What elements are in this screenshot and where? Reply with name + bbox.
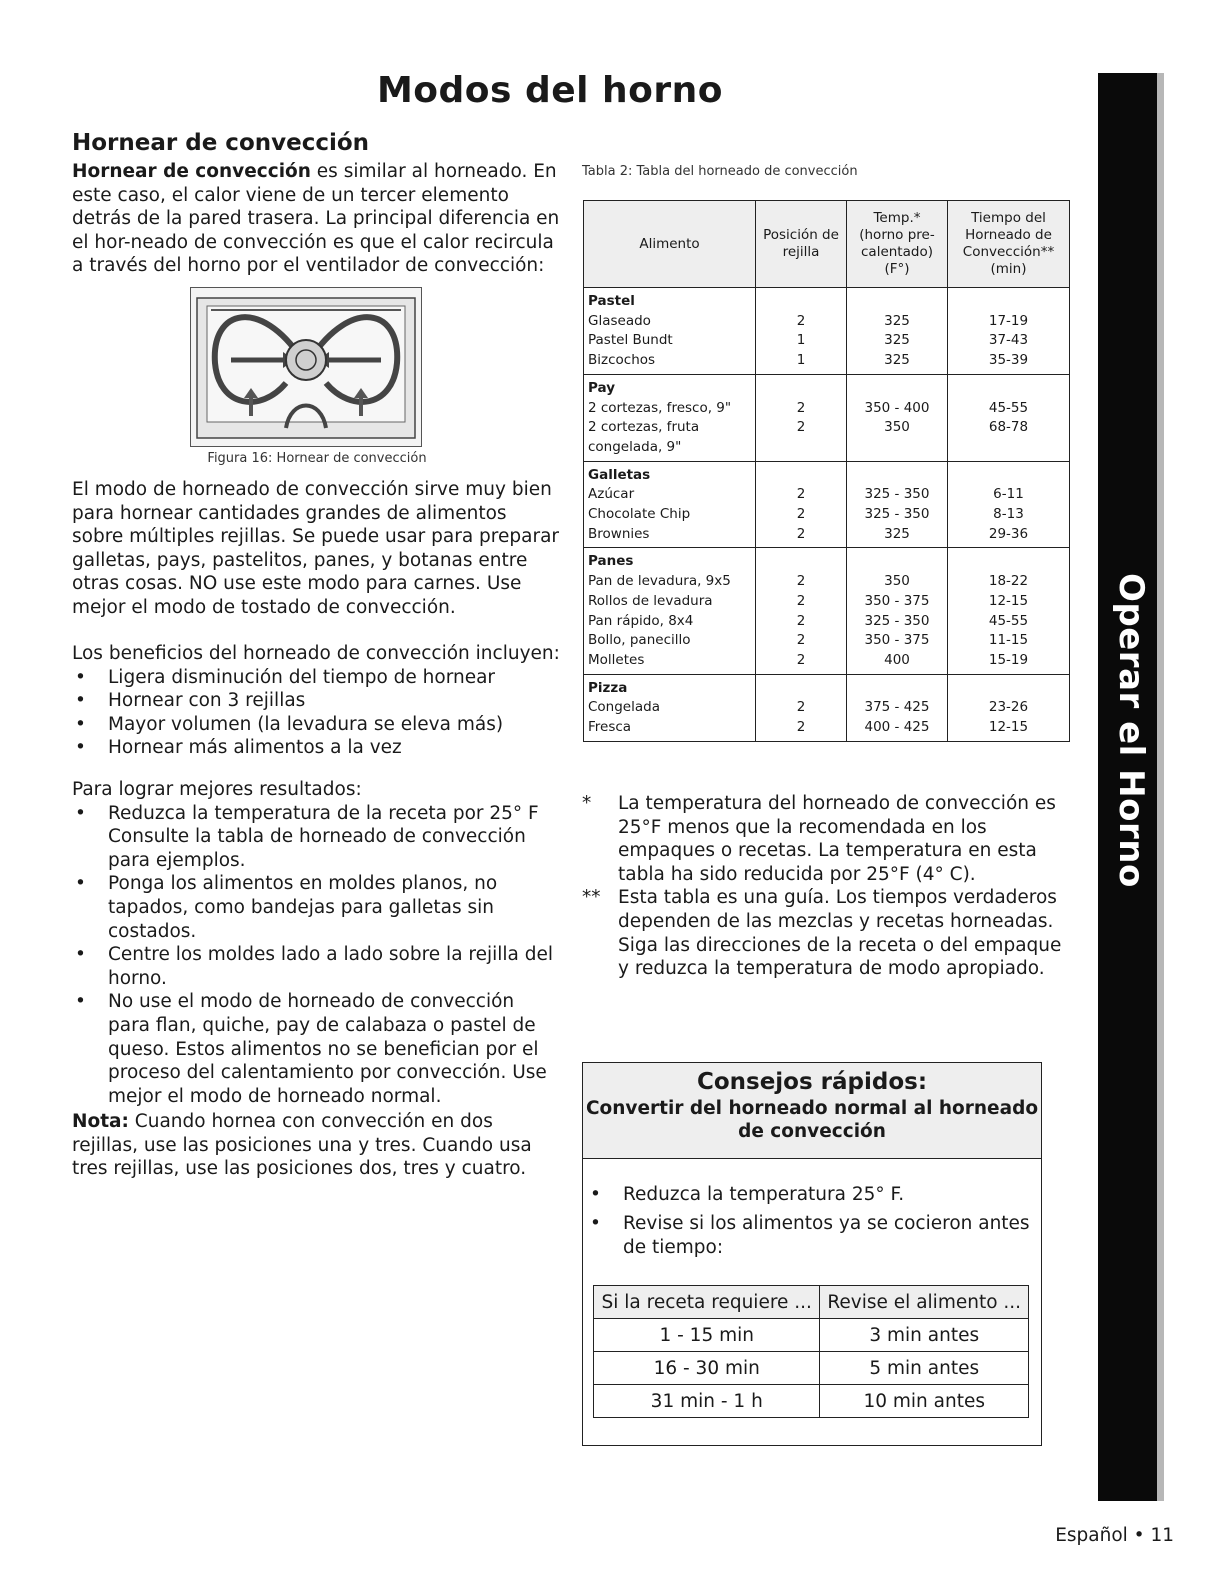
value: 68-78 bbox=[988, 419, 1029, 436]
food-name: Azúcar bbox=[588, 486, 635, 503]
value: 2 bbox=[796, 573, 806, 590]
table-header-row bbox=[584, 201, 1070, 288]
convection-figure bbox=[190, 287, 422, 447]
food-name: Chocolate Chip bbox=[588, 506, 691, 523]
table-header-row bbox=[594, 1286, 1029, 1319]
intro-paragraph bbox=[72, 160, 560, 278]
food-name: Bollo, panecillo bbox=[588, 632, 691, 649]
food-name: Rollos de levadura bbox=[588, 592, 713, 609]
value: 12-15 bbox=[988, 592, 1029, 609]
value: 2 bbox=[796, 612, 806, 629]
quick-tips-title: Consejos rápidos: bbox=[696, 1069, 928, 1095]
food-cell bbox=[584, 674, 756, 741]
quick-tips-box bbox=[582, 1062, 1042, 1446]
value: 2 bbox=[796, 312, 806, 329]
convection-diagram-icon bbox=[191, 288, 421, 446]
value-cell bbox=[847, 288, 948, 375]
value-cell bbox=[847, 374, 948, 461]
value: 15-19 bbox=[988, 651, 1029, 668]
food-name: Glaseado bbox=[588, 312, 651, 329]
value: 1 bbox=[796, 352, 806, 369]
food-name: Pastel Bundt bbox=[588, 332, 673, 349]
food-name: Brownies bbox=[588, 525, 650, 542]
value: 12-15 bbox=[988, 719, 1029, 736]
value-cell bbox=[756, 461, 847, 548]
value-cell bbox=[948, 548, 1070, 674]
value: 2 bbox=[796, 419, 806, 436]
check-time-table bbox=[593, 1285, 1029, 1418]
list-item: • Centre los moldes lado a lado sobre la rejilla del horno. bbox=[72, 943, 560, 990]
food-cell bbox=[584, 461, 756, 548]
table-row: 1 - 15 min 3 min antes bbox=[594, 1319, 1029, 1352]
table-row: 16 - 30 min 5 min antes bbox=[594, 1352, 1029, 1385]
value: 1 bbox=[796, 332, 806, 349]
value: 2 bbox=[796, 719, 806, 736]
table-group-row bbox=[584, 374, 1070, 461]
page-title: Modos del horno bbox=[376, 70, 724, 111]
food-name: Congelada bbox=[588, 699, 660, 716]
table-group-row bbox=[584, 674, 1070, 741]
list-item: • Mayor volumen (la levadura se eleva más) bbox=[72, 713, 560, 737]
benefits-intro: Los beneficios del horneado de convección incluyen: bbox=[72, 643, 560, 664]
table-row: 31 min - 1 h 10 min antes bbox=[594, 1385, 1029, 1418]
value-cell bbox=[847, 548, 948, 674]
note-text: Cuando hornea con convección en dos rejillas, use las posiciones una y tres. Cuando usa tres rejillas, use las posiciones dos, tres y cuatro. bbox=[72, 1111, 532, 1180]
header-food: Alimento bbox=[584, 201, 756, 288]
group-name: Pizza bbox=[588, 679, 628, 696]
food-cell bbox=[584, 374, 756, 461]
group-name: Panes bbox=[588, 553, 634, 570]
food-name: Pan rápido, 8x4 bbox=[588, 612, 694, 629]
value: 29-36 bbox=[988, 525, 1029, 542]
list-item: • Revise si los alimentos ya se cocieron antes de tiempo: bbox=[587, 1212, 1037, 1260]
header-rack-position: Posición de rejilla bbox=[756, 201, 847, 288]
header-check-food: Revise el alimento ... bbox=[820, 1286, 1029, 1319]
value-cell bbox=[756, 548, 847, 674]
value: 350 bbox=[884, 419, 910, 436]
value: 2 bbox=[796, 399, 806, 416]
food-name: 2 cortezas, fruta congelada, 9" bbox=[588, 419, 700, 455]
intro-text: es similar al horneado. En este caso, el calor viene de un tercer elemento detrás de la pared trasera. La principal diferencia en el hor-neado de convección es que el calor recircula a través del horno por el ventilador de convección: bbox=[72, 161, 560, 277]
group-name: Galletas bbox=[588, 466, 651, 483]
results-intro: Para lograr mejores resultados: bbox=[72, 779, 362, 800]
value: 8-13 bbox=[993, 506, 1024, 523]
value-cell bbox=[948, 374, 1070, 461]
value-cell bbox=[756, 374, 847, 461]
food-name: 2 cortezas, fresco, 9" bbox=[588, 399, 732, 416]
value: 6-11 bbox=[993, 486, 1024, 503]
value-cell bbox=[847, 674, 948, 741]
results-section bbox=[72, 778, 560, 1108]
value: 325 - 350 bbox=[864, 612, 930, 629]
quick-tips-subtitle: Convertir del horneado normal al horneado de convección bbox=[585, 1098, 1039, 1142]
value: 325 - 350 bbox=[864, 506, 930, 523]
list-item: • Hornear con 3 rejillas bbox=[72, 689, 560, 713]
value: 2 bbox=[796, 699, 806, 716]
table-caption: Tabla 2: Tabla del horneado de convección bbox=[582, 164, 858, 179]
table-body bbox=[584, 288, 1070, 742]
value: 325 bbox=[884, 332, 910, 349]
table-group-row bbox=[584, 548, 1070, 674]
value: 45-55 bbox=[988, 612, 1029, 629]
table-group-row bbox=[584, 288, 1070, 375]
header-bake-time: Tiempo del Horneado de Convección** (min) bbox=[948, 201, 1070, 288]
group-name: Pay bbox=[588, 379, 616, 396]
benefits-section bbox=[72, 642, 560, 760]
list-item: • Reduzca la temperatura 25° F. bbox=[587, 1183, 1037, 1207]
value: 35-39 bbox=[988, 352, 1029, 369]
value: 325 bbox=[884, 525, 910, 542]
food-cell bbox=[584, 548, 756, 674]
value-cell bbox=[756, 288, 847, 375]
footnote: ** Esta tabla es una guía. Los tiempos verdaderos dependen de las mezclas y recetas horneadas. Siga las direcciones de la receta o del empaque y reduzca la temperatura de modo apropiado. bbox=[582, 887, 1062, 980]
quick-tips-list bbox=[587, 1183, 1037, 1265]
value: 2 bbox=[796, 632, 806, 649]
value: 45-55 bbox=[988, 399, 1029, 416]
value: 37-43 bbox=[988, 332, 1029, 349]
list-item: • Ligera disminución del tiempo de hornear bbox=[72, 666, 560, 690]
value: 11-15 bbox=[988, 632, 1029, 649]
value: 17-19 bbox=[988, 312, 1029, 329]
list-item: • No use el modo de horneado de convección para flan, quiche, pay de calabaza o pastel de queso. Estos alimentos no se benefician por el proceso del calentamiento por convección. Use mejor el modo de horneado normal. bbox=[72, 990, 560, 1108]
value: 2 bbox=[796, 592, 806, 609]
value-cell bbox=[756, 674, 847, 741]
value-cell bbox=[948, 461, 1070, 548]
table-group-row bbox=[584, 461, 1070, 548]
figure-caption: Figura 16: Hornear de convección bbox=[207, 451, 427, 466]
food-name: Molletes bbox=[588, 651, 645, 668]
value: 2 bbox=[796, 525, 806, 542]
list-item: • Ponga los alimentos en moldes planos, no tapados, como bandejas para galletas sin costados. bbox=[72, 872, 560, 943]
value: 325 - 350 bbox=[864, 486, 930, 503]
footnote: * La temperatura del horneado de convección es 25°F menos que la recomendada en los empaques o recetas. La temperatura en esta tabla ha sido reducida por 25°F (4° C). bbox=[582, 793, 1056, 885]
value: 400 bbox=[884, 651, 910, 668]
value: 18-22 bbox=[988, 573, 1029, 590]
header-temperature: Temp.* (horno pre-calentado) (F°) bbox=[847, 201, 948, 288]
section-title: Hornear de convección bbox=[72, 130, 370, 156]
food-name: Bizcochos bbox=[588, 352, 656, 369]
header-recipe-time: Si la receta requiere ... bbox=[594, 1286, 820, 1319]
value: 400 - 425 bbox=[864, 719, 930, 736]
benefits-list bbox=[72, 666, 560, 760]
food-cell bbox=[584, 288, 756, 375]
value-cell bbox=[948, 288, 1070, 375]
value: 2 bbox=[796, 651, 806, 668]
group-name: Pastel bbox=[588, 293, 635, 309]
value: 350 - 375 bbox=[864, 632, 930, 649]
food-name: Fresca bbox=[588, 719, 632, 736]
page-footer: Español • 11 bbox=[1055, 1525, 1174, 1546]
value: 2 bbox=[796, 506, 806, 523]
convection-bake-table bbox=[583, 200, 1070, 742]
value: 2 bbox=[796, 486, 806, 503]
mode-paragraph: El modo de horneado de convección sirve muy bien para hornear cantidades grandes de alimentos sobre múltiples rejillas. Se puede usar para preparar galletas, pays, pastelitos, panes, y botanas entre otras cosas. NO use este modo para carnes. Use mejor el modo de tostado de convección. bbox=[72, 479, 560, 618]
list-item: • Hornear más alimentos a la vez bbox=[72, 736, 560, 760]
food-name: Pan de levadura, 9x5 bbox=[588, 573, 731, 590]
value: 325 bbox=[884, 352, 910, 369]
chapter-side-tab bbox=[1098, 73, 1164, 1501]
value: 350 bbox=[884, 573, 910, 590]
value: 375 - 425 bbox=[864, 699, 930, 716]
value: 325 bbox=[884, 312, 910, 329]
value-cell bbox=[948, 674, 1070, 741]
results-list bbox=[72, 802, 560, 1109]
quick-tips-header bbox=[583, 1063, 1041, 1159]
intro-bold: Hornear de convección bbox=[72, 161, 311, 182]
note-paragraph bbox=[72, 1110, 560, 1181]
value: 350 - 400 bbox=[864, 399, 930, 416]
value-cell bbox=[847, 461, 948, 548]
side-tab-label: Operar el Horno bbox=[1111, 573, 1151, 888]
value: 23-26 bbox=[988, 699, 1029, 716]
note-label: Nota: bbox=[72, 1111, 129, 1132]
footnotes bbox=[582, 792, 1072, 981]
list-item: • Reduzca la temperatura de la receta por 25° F Consulte la tabla de horneado de convección para ejemplos. bbox=[72, 802, 560, 873]
value: 350 - 375 bbox=[864, 592, 930, 609]
